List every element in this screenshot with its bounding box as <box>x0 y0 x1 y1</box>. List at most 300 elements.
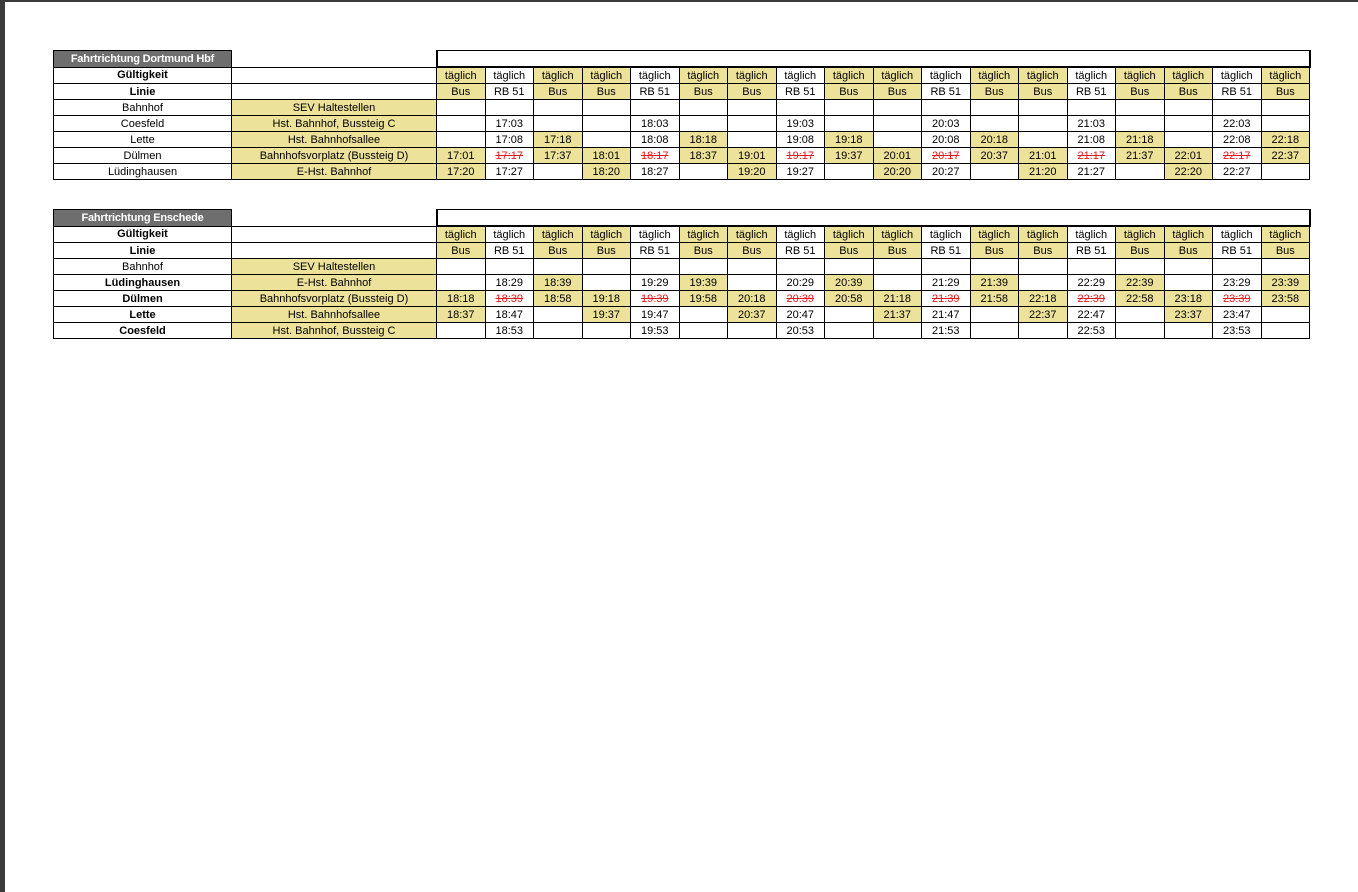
title-spacer <box>232 210 437 227</box>
time-cell <box>485 275 534 291</box>
time-cell <box>776 307 825 323</box>
validity-cell: täglich <box>1261 226 1310 243</box>
departure-time: 19:18 <box>592 292 621 305</box>
departure-time: 20:37 <box>737 308 766 321</box>
time-cell <box>485 323 534 339</box>
departure-time: 22:39 <box>1077 292 1106 305</box>
validity-cell: täglich <box>534 226 583 243</box>
validity-cell: täglich <box>1164 226 1213 243</box>
time-cell <box>534 132 583 148</box>
time-cell <box>970 116 1019 132</box>
line-cell: Bus <box>1019 84 1068 100</box>
line-cell: Bus <box>437 84 486 100</box>
validity-row <box>54 67 1310 84</box>
sev-header: SEV Haltestellen <box>232 100 437 116</box>
time-cell <box>437 275 486 291</box>
empty-cell <box>232 226 437 243</box>
header-row <box>54 100 1310 116</box>
validity-cell: täglich <box>679 226 728 243</box>
validity-label: Gültigkeit <box>54 67 232 84</box>
time-cell <box>1067 148 1116 164</box>
validity-cell: täglich <box>1164 67 1213 84</box>
validity-cell: täglich <box>1019 67 1068 84</box>
time-cell <box>1261 275 1310 291</box>
validity-cell: täglich <box>825 67 874 84</box>
time-cell <box>825 164 874 180</box>
validity-cell: täglich <box>582 226 631 243</box>
time-cell <box>1164 275 1213 291</box>
departure-time: 19:01 <box>737 149 766 162</box>
time-cell <box>776 291 825 307</box>
time-cell <box>534 323 583 339</box>
time-cell <box>679 275 728 291</box>
validity-cell: täglich <box>1067 226 1116 243</box>
time-cell <box>1019 116 1068 132</box>
time-cell <box>582 116 631 132</box>
departure-time: 18:18 <box>689 133 718 146</box>
time-cell <box>1116 116 1165 132</box>
departure-time: 19:29 <box>640 276 669 289</box>
time-cell <box>1067 164 1116 180</box>
validity-cell: täglich <box>1019 226 1068 243</box>
departure-time: 22:37 <box>1028 308 1057 321</box>
empty-cell <box>922 259 971 275</box>
title-spacer <box>232 51 437 68</box>
departure-time: 19:53 <box>640 324 669 337</box>
line-cell: Bus <box>679 84 728 100</box>
validity-cell: täglich <box>728 226 777 243</box>
time-cell <box>631 323 680 339</box>
line-cell: Bus <box>1261 84 1310 100</box>
departure-time: 21:01 <box>1028 149 1057 162</box>
validity-cell: täglich <box>1213 67 1262 84</box>
time-cell <box>1164 323 1213 339</box>
line-cell: Bus <box>728 243 777 259</box>
time-cell <box>1213 148 1262 164</box>
empty-cell <box>232 84 437 100</box>
time-cell <box>922 275 971 291</box>
time-cell <box>776 323 825 339</box>
departure-time: 20:03 <box>931 117 960 130</box>
time-cell <box>922 148 971 164</box>
time-cell <box>1116 148 1165 164</box>
departure-time: 23:37 <box>1174 308 1203 321</box>
validity-cell: täglich <box>873 226 922 243</box>
time-cell <box>1019 291 1068 307</box>
departure-time: 23:53 <box>1222 324 1251 337</box>
time-cell <box>679 291 728 307</box>
time-cell <box>1067 116 1116 132</box>
time-cell <box>922 116 971 132</box>
empty-cell <box>728 100 777 116</box>
empty-cell <box>582 100 631 116</box>
timetable-dortmund <box>53 50 1311 180</box>
departure-time: 17:08 <box>495 133 524 146</box>
departure-time: 22:27 <box>1222 165 1251 178</box>
time-cell <box>1116 307 1165 323</box>
time-cell <box>1261 307 1310 323</box>
departure-time: 18:17 <box>640 149 669 162</box>
time-cell <box>1164 164 1213 180</box>
line-cell: RB 51 <box>1213 243 1262 259</box>
validity-cell: täglich <box>1067 67 1116 84</box>
line-cell: RB 51 <box>922 84 971 100</box>
time-cell <box>437 148 486 164</box>
departure-time: 20:47 <box>786 308 815 321</box>
time-cell <box>1213 323 1262 339</box>
departure-time: 19:08 <box>786 133 815 146</box>
line-cell: Bus <box>679 243 728 259</box>
station-name: Lette <box>54 132 232 148</box>
departure-time: 21:20 <box>1028 165 1057 178</box>
time-cell <box>631 164 680 180</box>
sev-stop: Hst. Bahnhof, Bussteig C <box>232 116 437 132</box>
departure-time: 22:18 <box>1271 133 1300 146</box>
time-cell <box>631 148 680 164</box>
time-cell <box>534 164 583 180</box>
departure-time: 17:27 <box>495 165 524 178</box>
empty-cell <box>485 100 534 116</box>
time-cell <box>679 148 728 164</box>
empty-cell <box>437 259 486 275</box>
departure-time: 20:20 <box>883 165 912 178</box>
validity-cell: täglich <box>970 67 1019 84</box>
line-cell: Bus <box>1116 84 1165 100</box>
sev-stop: Bahnhofsvorplatz (Bussteig D) <box>232 291 437 307</box>
time-cell <box>873 148 922 164</box>
time-cell <box>582 323 631 339</box>
time-cell <box>728 148 777 164</box>
time-cell <box>534 307 583 323</box>
time-cell <box>1213 291 1262 307</box>
time-cell <box>1019 275 1068 291</box>
empty-cell <box>1164 100 1213 116</box>
time-cell <box>437 323 486 339</box>
time-cell <box>873 323 922 339</box>
station-header: Bahnhof <box>54 100 232 116</box>
validity-cell: täglich <box>485 67 534 84</box>
time-cell <box>728 116 777 132</box>
departure-time: 22:08 <box>1222 133 1251 146</box>
empty-cell <box>1067 259 1116 275</box>
departure-time: 23:47 <box>1222 308 1251 321</box>
time-cell <box>1213 307 1262 323</box>
time-cell <box>825 291 874 307</box>
departure-time: 19:18 <box>834 133 863 146</box>
time-cell <box>1261 116 1310 132</box>
departure-time: 17:01 <box>446 149 475 162</box>
departure-time: 21:08 <box>1077 133 1106 146</box>
line-cell: Bus <box>1116 243 1165 259</box>
departure-time: 20:01 <box>883 149 912 162</box>
station-name: Coesfeld <box>54 323 232 339</box>
time-cell <box>485 148 534 164</box>
time-cell <box>1116 323 1165 339</box>
time-cell <box>437 164 486 180</box>
empty-cell <box>970 100 1019 116</box>
departure-time: 19:37 <box>592 308 621 321</box>
departure-time: 19:27 <box>786 165 815 178</box>
departure-time: 18:47 <box>495 308 524 321</box>
time-cell <box>1116 164 1165 180</box>
time-cell <box>1213 164 1262 180</box>
validity-cell: täglich <box>970 226 1019 243</box>
table-title: Fahrtrichtung Enschede <box>54 210 232 227</box>
table-row <box>54 116 1310 132</box>
time-cell <box>437 132 486 148</box>
table-row <box>54 307 1310 323</box>
departure-time: 18:58 <box>543 292 572 305</box>
time-cell <box>1116 132 1165 148</box>
time-cell <box>776 148 825 164</box>
departure-time: 18:20 <box>592 165 621 178</box>
empty-cell <box>582 259 631 275</box>
station-name: Coesfeld <box>54 116 232 132</box>
time-cell <box>728 164 777 180</box>
time-cell <box>1164 307 1213 323</box>
line-cell: Bus <box>437 243 486 259</box>
time-cell <box>776 116 825 132</box>
empty-cell <box>485 259 534 275</box>
departure-time: 21:37 <box>1125 149 1154 162</box>
title-row <box>54 51 1310 68</box>
time-cell <box>825 116 874 132</box>
time-cell <box>631 275 680 291</box>
time-cell <box>485 164 534 180</box>
validity-cell: täglich <box>776 226 825 243</box>
empty-cell <box>1213 100 1262 116</box>
time-cell <box>631 291 680 307</box>
line-cell: RB 51 <box>776 84 825 100</box>
time-cell <box>873 291 922 307</box>
empty-cell <box>873 100 922 116</box>
line-cell: RB 51 <box>485 243 534 259</box>
empty-cell <box>534 100 583 116</box>
departure-time: 19:17 <box>786 149 815 162</box>
departure-time: 20:27 <box>931 165 960 178</box>
validity-cell: täglich <box>534 67 583 84</box>
time-cell <box>582 275 631 291</box>
departure-time: 22:01 <box>1174 149 1203 162</box>
validity-cell: täglich <box>922 226 971 243</box>
departure-time: 23:39 <box>1271 276 1300 289</box>
departure-time: 20:39 <box>834 276 863 289</box>
time-cell <box>679 307 728 323</box>
departure-time: 23:18 <box>1174 292 1203 305</box>
departure-time: 20:37 <box>980 149 1009 162</box>
validity-cell: täglich <box>1261 67 1310 84</box>
empty-cell <box>825 259 874 275</box>
time-cell <box>485 307 534 323</box>
time-cell <box>1019 164 1068 180</box>
departure-time: 18:18 <box>446 292 475 305</box>
validity-cell: täglich <box>1213 226 1262 243</box>
table-row <box>54 148 1310 164</box>
departure-time: 22:47 <box>1077 308 1106 321</box>
empty-cell <box>873 259 922 275</box>
line-row <box>54 84 1310 100</box>
departure-time: 19:58 <box>689 292 718 305</box>
line-cell: RB 51 <box>776 243 825 259</box>
table-row <box>54 164 1310 180</box>
time-cell <box>1067 275 1116 291</box>
validity-cell: täglich <box>922 67 971 84</box>
empty-cell <box>776 259 825 275</box>
time-cell <box>582 291 631 307</box>
time-cell <box>728 323 777 339</box>
line-label: Linie <box>54 243 232 259</box>
time-cell <box>485 291 534 307</box>
time-cell <box>776 275 825 291</box>
empty-cell <box>825 100 874 116</box>
validity-cell: täglich <box>1116 67 1165 84</box>
table-title: Fahrtrichtung Dortmund Hbf <box>54 51 232 68</box>
line-cell: Bus <box>728 84 777 100</box>
time-cell <box>1213 132 1262 148</box>
time-cell <box>1019 132 1068 148</box>
time-cell <box>582 307 631 323</box>
line-cell: RB 51 <box>1067 243 1116 259</box>
line-cell: Bus <box>534 243 583 259</box>
line-cell: Bus <box>873 84 922 100</box>
line-cell: Bus <box>825 243 874 259</box>
time-cell <box>825 307 874 323</box>
time-cell <box>582 148 631 164</box>
time-cell <box>1116 291 1165 307</box>
document-sheet <box>5 2 1358 892</box>
time-cell <box>679 116 728 132</box>
departure-time: 21:18 <box>1125 133 1154 146</box>
time-cell <box>776 132 825 148</box>
station-name: Dülmen <box>54 148 232 164</box>
time-cell <box>873 132 922 148</box>
validity-cell: täglich <box>873 67 922 84</box>
departure-time: 20:08 <box>931 133 960 146</box>
empty-cell <box>1067 100 1116 116</box>
departure-time: 20:18 <box>737 292 766 305</box>
empty-cell <box>1116 100 1165 116</box>
departure-time: 22:37 <box>1271 149 1300 162</box>
time-cell <box>922 323 971 339</box>
time-cell <box>1261 323 1310 339</box>
departure-time: 18:08 <box>640 133 669 146</box>
time-cell <box>631 307 680 323</box>
line-cell: Bus <box>582 84 631 100</box>
empty-cell <box>1019 100 1068 116</box>
title-row <box>54 210 1310 227</box>
empty-cell <box>232 67 437 84</box>
line-cell: Bus <box>1164 243 1213 259</box>
line-cell: Bus <box>873 243 922 259</box>
departure-time: 23:39 <box>1222 292 1251 305</box>
time-cell <box>922 132 971 148</box>
departure-time: 19:03 <box>786 117 815 130</box>
departure-time: 20:39 <box>786 292 815 305</box>
time-cell <box>825 275 874 291</box>
validity-cell: täglich <box>582 67 631 84</box>
validity-cell: täglich <box>631 226 680 243</box>
departure-time: 21:03 <box>1077 117 1106 130</box>
departure-time: 17:20 <box>446 165 475 178</box>
sev-stop: Hst. Bahnhofsallee <box>232 132 437 148</box>
validity-cell: täglich <box>1116 226 1165 243</box>
sev-stop: Hst. Bahnhofsallee <box>232 307 437 323</box>
station-name: Dülmen <box>54 291 232 307</box>
departure-time: 22:18 <box>1028 292 1057 305</box>
time-cell <box>728 291 777 307</box>
time-cell <box>679 323 728 339</box>
time-cell <box>1164 132 1213 148</box>
validity-row <box>54 226 1310 243</box>
time-cell <box>582 164 631 180</box>
departure-time: 20:58 <box>834 292 863 305</box>
sev-header: SEV Haltestellen <box>232 259 437 275</box>
validity-cell: täglich <box>728 67 777 84</box>
time-cell <box>825 323 874 339</box>
sev-stop: Bahnhofsvorplatz (Bussteig D) <box>232 148 437 164</box>
departure-time: 23:58 <box>1271 292 1300 305</box>
time-cell <box>1213 275 1262 291</box>
departure-time: 20:29 <box>786 276 815 289</box>
time-cell <box>437 291 486 307</box>
departure-time: 21:37 <box>883 308 912 321</box>
departure-time: 17:37 <box>543 149 572 162</box>
validity-cell: täglich <box>825 226 874 243</box>
table-row <box>54 291 1310 307</box>
departure-time: 22:58 <box>1125 292 1154 305</box>
departure-time: 22:39 <box>1125 276 1154 289</box>
departure-time: 18:53 <box>495 324 524 337</box>
departure-time: 18:27 <box>640 165 669 178</box>
line-cell: Bus <box>825 84 874 100</box>
line-cell: RB 51 <box>1067 84 1116 100</box>
departure-time: 21:27 <box>1077 165 1106 178</box>
time-cell <box>970 291 1019 307</box>
departure-time: 21:18 <box>883 292 912 305</box>
departure-time: 22:20 <box>1174 165 1203 178</box>
time-cell <box>1116 275 1165 291</box>
time-cell <box>873 275 922 291</box>
line-cell: Bus <box>1019 243 1068 259</box>
validity-cell: täglich <box>437 226 486 243</box>
time-cell <box>1067 307 1116 323</box>
departure-time: 18:37 <box>689 149 718 162</box>
empty-cell <box>1116 259 1165 275</box>
sev-stop: E-Hst. Bahnhof <box>232 275 437 291</box>
time-cell <box>485 132 534 148</box>
time-cell <box>873 307 922 323</box>
line-cell: Bus <box>970 243 1019 259</box>
validity-label: Gültigkeit <box>54 226 232 243</box>
empty-cell <box>631 100 680 116</box>
departure-time: 18:37 <box>446 308 475 321</box>
empty-cell <box>1019 259 1068 275</box>
empty-cell <box>922 100 971 116</box>
departure-time: 17:18 <box>543 133 572 146</box>
time-cell <box>825 132 874 148</box>
departure-time: 20:18 <box>980 133 1009 146</box>
time-cell <box>1261 132 1310 148</box>
departure-time: 22:03 <box>1222 117 1251 130</box>
validity-cell: täglich <box>776 67 825 84</box>
empty-cell <box>970 259 1019 275</box>
time-cell <box>1213 116 1262 132</box>
empty-cell <box>776 100 825 116</box>
time-cell <box>437 307 486 323</box>
header-row <box>54 259 1310 275</box>
table-row <box>54 323 1310 339</box>
departure-time: 20:53 <box>786 324 815 337</box>
